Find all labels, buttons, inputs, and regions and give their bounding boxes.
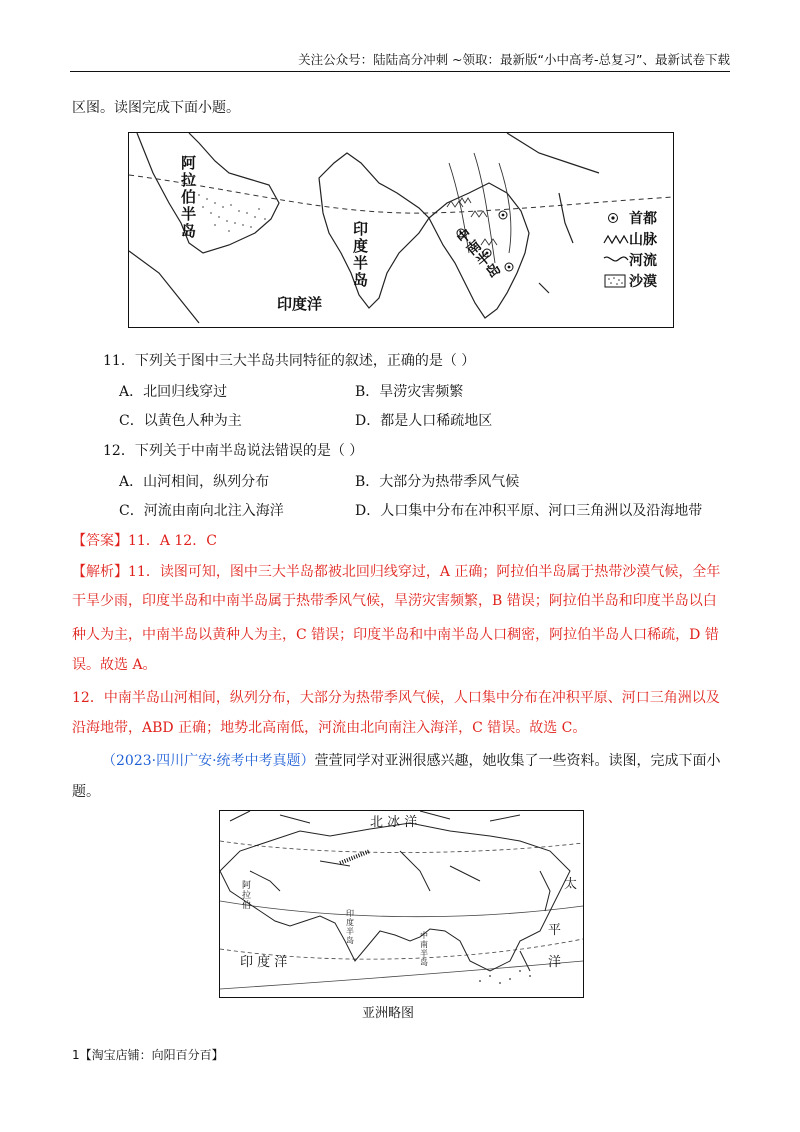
label-pacific-3: 洋 — [548, 955, 562, 970]
legend-row-capital — [603, 207, 657, 228]
asia-map — [219, 810, 584, 998]
analysis-line-1: 【解析】11．读图可知，图中三大半岛都被北回归线穿过，A 正确；阿拉伯半岛属于热带沙漠气候，全年 — [72, 564, 721, 580]
south-asia-map-graphic — [129, 133, 673, 327]
question-12-option-c: C．河流由南向北注入海洋 — [119, 503, 284, 519]
question-11-stem: 11．下列关于图中三大半岛共同特征的叙述，正确的是（ ） — [103, 353, 476, 369]
label-indian-ocean-2: 印 度 洋 — [240, 955, 288, 970]
page-footer: 1【淘宝店铺：向阳百分百】 — [72, 1048, 224, 1062]
legend-label-mountain: 山脉 — [629, 231, 657, 248]
question-12-option-b: B．大部分为热带季风气候 — [355, 474, 520, 490]
question-11-option-c: C．以黄色人种为主 — [119, 413, 242, 429]
arabia-coast — [137, 133, 279, 253]
next-question-text-cont: 题。 — [72, 784, 100, 800]
question-11-option-b: B．旱涝灾害频繁 — [355, 384, 464, 400]
desert-icon — [603, 273, 629, 289]
desert-dots — [194, 194, 266, 232]
capital-icon — [603, 210, 629, 226]
legend-label-desert: 沙漠 — [629, 273, 657, 290]
analysis-line-3: 种人为主，中南半岛以黄种人为主，C 错误；印度半岛和中南半岛人口稠密，阿拉伯半岛人口稀疏，D 错 — [72, 627, 719, 643]
china-coast — [507, 133, 599, 173]
next-question-text: 萱萱同学对亚洲很感兴趣，她收集了一些资料。读图，完成下面小 — [314, 753, 721, 769]
label-indochina: 中南半岛 — [454, 226, 505, 282]
label-pacific-2: 平 — [548, 923, 562, 938]
label-india-2: 印度半岛 — [346, 909, 354, 945]
question-12-stem: 12．下列关于中南半岛说法错误的是（ ） — [103, 443, 364, 459]
analysis-line-2: 干旱少雨，印度半岛和中南半岛属于热带季风气候，旱涝灾害频繁，B 错误；阿拉伯半岛和印度半岛以白 — [72, 593, 717, 609]
question-11-option-d: D．都是人口稀疏地区 — [355, 413, 493, 429]
label-arctic-ocean: 北 冰 洋 — [370, 815, 418, 830]
label-arabia: 阿拉伯半岛 — [181, 154, 197, 240]
india-coast — [319, 153, 429, 308]
legend-row-mountain — [603, 228, 657, 249]
legend-row-river — [603, 249, 657, 270]
answer-line: 【答案】11．A 12．C — [72, 533, 217, 549]
analysis-line-5: 12．中南半岛山河相间，纵列分布，大部分为热带季风气候，人口集中分布在冲积平原、河口三角洲以及 — [72, 690, 720, 706]
next-question-intro — [102, 750, 721, 770]
tropic-line — [129, 175, 673, 213]
question-11-option-a: A．北回归线穿过 — [119, 384, 228, 400]
question-12-option-a: A．山河相间，纵列分布 — [119, 474, 270, 490]
analysis-line-6: 沿海地带，ABD 正确；地势北高南低，河流由北向南注入海洋，C 错误。故选 C。 — [72, 720, 587, 736]
label-indochina-2: 中南半岛 — [420, 931, 428, 967]
analysis-line-4: 误。故选 A。 — [72, 657, 157, 673]
header-rule — [70, 71, 730, 72]
river-icon — [603, 252, 629, 268]
africa-coast — [129, 251, 199, 323]
label-india: 印度半岛 — [353, 220, 369, 289]
legend-row-desert — [603, 270, 657, 291]
legend-label-river: 河流 — [629, 252, 657, 269]
label-indian-ocean: 印度洋 — [277, 295, 323, 313]
question-source: （2023·四川广安·统考中考真题） — [102, 753, 315, 769]
south-asia-map — [128, 132, 674, 328]
question-12-option-d: D．人口集中分布在冲积平原、河口三角洲以及沿海地带 — [355, 503, 703, 519]
map-caption: 亚洲略图 — [362, 1006, 415, 1021]
page-header: 关注公众号：陆陆高分冲刺 ~领取：最新版“小中高考-总复习”、最新试卷下载 — [298, 52, 730, 67]
intro-text: 区图。读图完成下面小题。 — [72, 100, 240, 116]
legend-label-capital: 首都 — [629, 210, 657, 227]
label-arabia-2: 阿拉伯 — [242, 881, 252, 911]
mountain-icon — [603, 231, 629, 247]
map-legend — [603, 207, 657, 291]
label-pacific-1: 太 — [564, 877, 578, 892]
